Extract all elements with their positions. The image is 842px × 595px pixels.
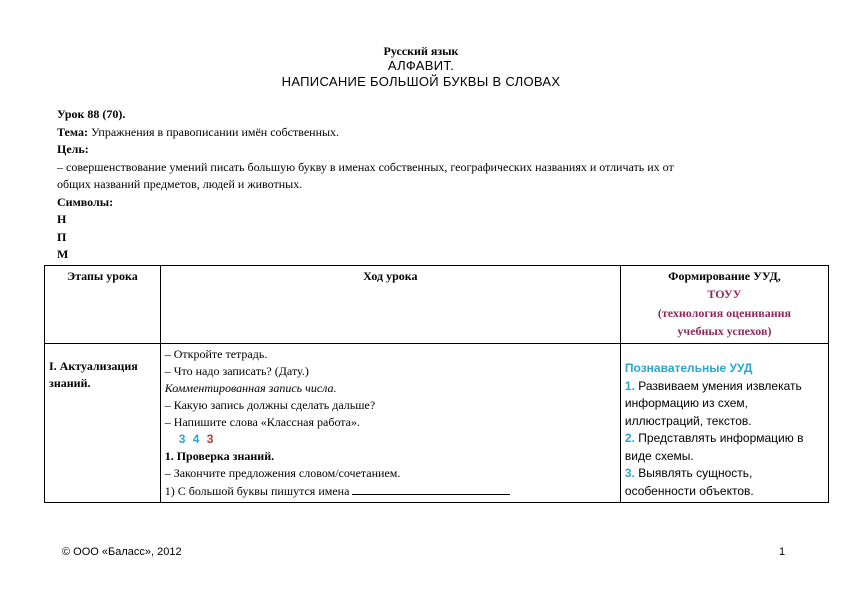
course-line-blank: [165, 482, 616, 500]
table-row: [45, 344, 829, 503]
uud-title: Познавательные УУД: [624, 361, 753, 375]
uud-item: 1. Развиваем умения извлекать информацию из схем, иллюстраций, текстов.: [624, 378, 802, 428]
symbols-label: Символы:: [57, 194, 114, 209]
course-line: – Откройте тетрадь.: [164, 347, 268, 361]
goal-text-line-2: общих названий предметов, людей и животных.: [57, 177, 303, 191]
uud-item: 3. Выявлять сущность, особенности объектов.: [624, 466, 754, 498]
symbol-m: М: [57, 247, 69, 261]
uud-cell: [620, 344, 828, 503]
knowledge-check-title: 1. Проверка знаний.: [164, 449, 275, 463]
goal-text-line-1: – совершенствование умений писать большую букву в именах собственных, географических названиях и отличать их от: [57, 159, 674, 174]
subject-title: Русский язык: [383, 44, 459, 58]
course-line: – Что надо записать? (Дату.): [164, 364, 309, 378]
blank-prompt: 1) С большой буквы пишутся имена: [164, 484, 350, 498]
stage-cell: I. Актуализация знаний.: [45, 344, 161, 503]
grade-marks: [165, 431, 616, 448]
course-cell: [160, 344, 620, 503]
course-line-italic: Комментированная запись числа.: [164, 381, 337, 395]
goal-label: Цель:: [57, 142, 89, 156]
symbol-p: П: [57, 229, 67, 244]
header-course: Ход урока: [160, 266, 620, 344]
mark-3: 3: [178, 432, 188, 446]
header-touu: ТОУУ: [707, 287, 742, 301]
lesson-number: Урок 88 (70).: [57, 107, 126, 121]
blank-underline: [352, 482, 510, 495]
footer-copyright: © ООО «Баласс», 2012: [62, 546, 182, 558]
symbol-n: Н: [57, 212, 67, 226]
topic-label: Тема:: [57, 124, 88, 139]
course-line: – Напишите слова «Классная работа».: [164, 415, 361, 429]
header-touu-desc-1: (технология оценивания: [657, 306, 792, 320]
page-number: 1: [779, 546, 786, 558]
topic-text: Упражнения в правописании имён собственных.: [90, 124, 340, 139]
header-touu-desc-2: учебных успехов): [677, 324, 772, 338]
header-stage: Этапы урока: [45, 266, 161, 344]
mark-4: 4: [192, 432, 202, 446]
lesson-intro: [57, 106, 797, 264]
lesson-heading-line-2: НАПИСАНИЕ БОЛЬШОЙ БУКВЫ В СЛОВАХ: [281, 74, 561, 89]
uud-item: 2. Представлять информацию в виде схемы.: [624, 431, 804, 463]
table-header-row: [45, 266, 829, 344]
lesson-heading-line-1: АЛФАВИТ.: [387, 58, 455, 73]
header-uud-label: Формирование УУД,: [668, 269, 781, 283]
course-line: – Какую запись должны сделать дальше?: [164, 398, 376, 412]
course-line: – Закончите предложения словом/сочетанием.: [164, 466, 401, 480]
lesson-table: [44, 265, 829, 503]
document-title-block: [0, 44, 842, 90]
mark-3-red: 3: [206, 432, 216, 446]
header-uud: [620, 266, 828, 344]
